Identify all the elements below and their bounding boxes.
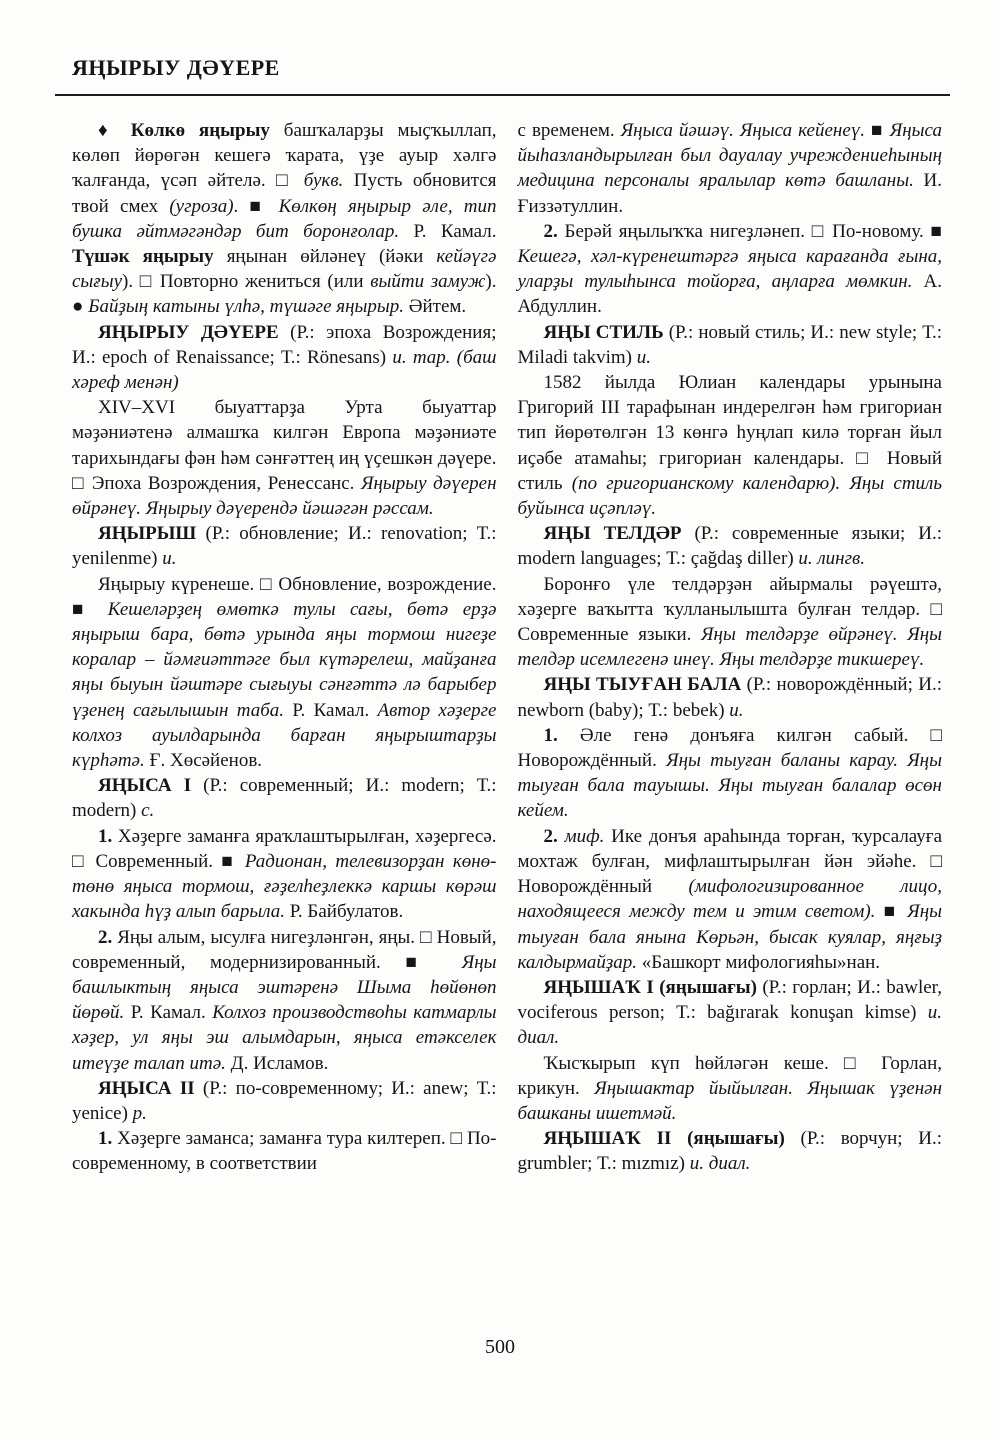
left-column [72, 118, 497, 1177]
text-run: ЯҢЫРЫШ [98, 523, 197, 545]
text-run: Әйтем. [404, 296, 467, 318]
text-run [558, 826, 565, 847]
text-run: Көлкөң яңырыр әле, тип бушка әйтмәгәндәр бит боронғолар. [72, 195, 497, 242]
text-run: ЯҢЫШАҠ II (яңышағы) [543, 1128, 785, 1150]
text-run: ). ● [72, 271, 497, 318]
text-run: и. лингв. [798, 548, 866, 570]
text-run: Көлкө яңырыу [130, 120, 270, 141]
dictionary-paragraph [72, 824, 497, 925]
text-run: Байҙың катыны үлһә, түшәге яңырыр. [88, 296, 404, 318]
dictionary-paragraph [518, 572, 943, 673]
page-number: 500 [485, 1336, 515, 1358]
text-run: Радионан, телевизорҙан көнө-төнө яңыса тормош, ғәҙелһеҙлеккә каршы көрәш хакында һүҙ алып барыла. [72, 850, 497, 923]
text-run: и. [636, 346, 652, 368]
text-run: Боронғо үле телдәрҙән айырмалы рәүештә, хәҙерге ваҡытта ҡулланылышта булған телдәр. □ Современные языки. [517, 573, 942, 646]
text-run: Р. Камал. [284, 699, 378, 721]
text-run: Ғ. Хөсәйенов. [144, 750, 263, 772]
dictionary-paragraph [72, 395, 497, 521]
text-run: выйти замуж [370, 271, 486, 293]
text-run: букв. [303, 170, 344, 192]
text-run: ■ [875, 901, 908, 923]
text-run: Яңы телдәрҙе өйрәнеү. Яңы телдәр исемлегенә инеү. Яңы телдәрҙе тикшереү. [517, 624, 942, 671]
text-run: 2. [543, 220, 558, 242]
text-run: Яңы тыуған баланы карау. Яңы тыуған бала тауышы. Яңы тыуған балалар өсөн кейем. [517, 750, 942, 822]
text-run: яңынан өйләнеү (йәки [213, 246, 437, 268]
text-run: (Р.: эпоха Возрождения; И.: epoch of Renaissance; Т.: Rönesans) [72, 321, 497, 368]
dictionary-paragraph [518, 118, 943, 219]
text-run: Яңырыу дәүерен өйрәнеү. Яңырыу дәүерендә йәшәгән рәссам. [72, 472, 497, 520]
text-run: Кешеләрҙең өмөткә тулы сағы, бөтә ерҙә яңырыш бара, бөтә урында яңы тормош нигеҙе коралар – йәмғиәттәге был күтәрелеш, майҙанға яңы быуын йәштәре сығыуы сәнғәттә лә барыбер үҙенең сағылышын таба. [72, 598, 497, 721]
text-run: (угроза) [169, 195, 234, 217]
text-run: ЯҢЫ ТЕЛДӘР [543, 523, 682, 545]
text-run: и. [162, 548, 177, 570]
text-run: (Р.: современный; И.: modern; Т.: modern) [72, 775, 497, 822]
text-run: ЯҢЫСА II [98, 1077, 195, 1099]
text-run: Хәҙерге заманға яраҡлаштырылған, хәҙергесә. □ Современный. ■ [72, 825, 497, 872]
dictionary-paragraph [72, 1126, 497, 1176]
text-run: ЯҢЫ ТЫУҒАН БАЛА [543, 674, 742, 696]
text-run: Колхоз производствоһы катмарлы хәҙер, ул яңы эш алымдарын, яңыса етәкселек итеүҙе талап итә. [72, 1002, 497, 1074]
text-run: башҡаларҙы мыҫҡыллап, көлөп йөрөгән кешегә ҡарата, үҙе ауыр хәлгә ҡалғанда, үсәп әйтелә. □ [72, 120, 497, 192]
text-run: Яңышактар йыйылған. Яңышак үҙенән башканы ишетмәй. [517, 1077, 942, 1124]
text-run: Кешегә, хәл-күренештәргә яңыса карағанда ғына, уларҙы тулыһынса тойорға, аңларға мөмкин. [517, 246, 942, 293]
text-run: Д. Исламов. [225, 1052, 329, 1074]
text-run: Автор хәҙерге колхоз ауылдарында барған яңырыштарҙы күрһәтә. [72, 699, 497, 772]
dictionary-paragraph [72, 521, 497, 571]
text-run: Яңыса йыһазландырылған был дауалау учреждениеһының медицина персоналы яралылар көтә башланы. [517, 120, 942, 192]
text-run: И. Ғиззәтуллин. [517, 170, 942, 217]
text-run: Р. Камал. [399, 220, 497, 242]
text-run: Хәҙерге заманса; заманға тура килтереп. □ По-современному, в соответствии [72, 1128, 497, 1175]
page-header [72, 55, 942, 118]
text-run: р. [132, 1102, 147, 1124]
text-run: 1. [98, 1128, 113, 1150]
dictionary-paragraph [518, 824, 943, 975]
text-run: (Р.: новый стиль; И.: new style; Т.: Miladi takvim) [517, 321, 942, 368]
text-run: Р. Байбулатов. [284, 901, 404, 923]
text-run: (Р.: современные языки; И.: modern languages; Т.: çağdaş diller) [517, 523, 942, 570]
text-run: Әле генә донъяға килгән сабый. □ Новорождённый. [517, 724, 942, 772]
text-run: (Р.: ворчун; И.: grumbler; Т.: mızmız) [517, 1128, 942, 1175]
text-run: ЯҢЫШАҠ I (яңышағы) [543, 976, 757, 998]
text-run: Яңыса йәшәү. Яңыса кейенеү. [620, 120, 866, 141]
dictionary-paragraph [518, 975, 943, 1051]
text-run: Яңы башлыктың яңыса эштәренә Шыма һөйөнөп йөрөй. [72, 951, 497, 1024]
text-run: и. [729, 699, 744, 721]
text-run: миф. [564, 825, 605, 847]
text-run: с. [141, 800, 155, 822]
text-run: ЯҢЫСА I [98, 775, 192, 797]
dictionary-paragraph [518, 723, 943, 824]
text-run: 1. [543, 724, 558, 746]
text-run: XIV–XVI быуаттарҙа Урта быуаттар мәҙәниәтенә алмашҡа килгән Европа мәҙәниәте тарихындағы фән һәм сәнғәттең иң үҫешкән дәүере. □ Эпоха Возрождения, Ренессанс. [72, 397, 497, 494]
dictionary-paragraph [518, 521, 943, 571]
text-run: ♦ [98, 120, 131, 141]
text-run: Түшәк яңырыу [72, 246, 214, 268]
dictionary-paragraph [72, 773, 497, 823]
text-run: Ҡысҡырып күп һөйләгән кеше. □ Горлан, крикун. [517, 1052, 942, 1099]
text-run: «Башкорт мифологияһы»нан. [637, 951, 881, 973]
running-head: ЯҢЫРЫУ ДӘҮЕРЕ [72, 55, 280, 80]
text-run: ■ [865, 120, 890, 141]
text-run: ЯҢЫРЫУ ДӘҮЕРЕ [98, 321, 279, 343]
text-run: (Р.: новорождённый; И.: newborn (baby); Т.: bebek) [517, 674, 942, 721]
header-rule [55, 94, 950, 96]
text-run: . ■ [233, 195, 279, 217]
dictionary-paragraph [518, 1051, 943, 1127]
dictionary-paragraph [72, 925, 497, 1076]
text-run: Пусть обновится твой смех [72, 170, 497, 217]
text-run: с временем. [517, 120, 621, 141]
text-run: (мифологизированное лицо, находящееся между тем и этим светом). [517, 876, 943, 923]
dictionary-paragraph [72, 320, 497, 396]
dictionary-paragraph [518, 672, 943, 722]
dictionary-paragraph [518, 320, 943, 370]
text-run: и. диал. [689, 1153, 751, 1175]
dictionary-paragraph [518, 370, 943, 521]
text-run: Яңырыу күренеше. □ Обновление, возрождение. ■ [72, 573, 497, 620]
text-run: Р. Камал. [124, 1002, 213, 1024]
text-run: 2. [543, 825, 558, 847]
text-run: 1. [98, 825, 113, 847]
text-run: и. тар. (баш хәреф менән) [72, 346, 497, 394]
dictionary-paragraph [72, 572, 497, 774]
dictionary-paragraph [72, 118, 497, 320]
text-run: А. Абдуллин. [517, 271, 942, 318]
text-columns [72, 118, 942, 1177]
dictionary-paragraph [518, 1126, 943, 1176]
text-run: Ике донъя араһында торған, ҡурсалауға мохтаж булған, мифлаштырылған йән эйәһе. □ Новорождённый [517, 825, 943, 898]
text-run: 2. [98, 926, 113, 948]
text-run: Берәй яңылыҡҡа нигеҙләнеп. □ По-новому. ■ [557, 220, 942, 242]
text-run: ЯҢЫ СТИЛЬ [543, 321, 664, 343]
text-run: ). □ Повторно жениться (или [122, 271, 371, 293]
dictionary-paragraph [518, 219, 943, 320]
text-run: кейәүгә сығыу [72, 246, 497, 293]
text-run: 1582 йылда Юлиан календары урынына Григорий III тарафынан индерелгән һәм григориан тип йөрөтөлгән 13 көнгә һуңлап килә торған йыл иҫәбе атамаһы; григориан календары. □ Новый стиль [517, 372, 942, 494]
text-run: (Р.: горлан; И.: bawler, vociferous person; Т.: bağırarak konuşan kimse) [517, 976, 942, 1024]
text-run: (по григорианскому календарю). Яңы стиль буйынса иҫәпләү. [517, 472, 942, 520]
text-run: (Р.: обновление; И.: renovation; Т.: yenilenme) [72, 523, 497, 570]
text-run: (Р.: по-современному; И.: anew; Т.: yenice) [72, 1077, 497, 1124]
text-run: Яңы тыуған бала янына Көрьән, бысак куялар, яңғыҙ калдырмайҙар. [517, 901, 942, 973]
right-column [518, 118, 943, 1177]
dictionary-paragraph [72, 1076, 497, 1126]
text-run: и. диал. [517, 1002, 942, 1049]
text-run: Яңы алым, ысулға нигеҙләнгән, яңы. □ Новый, современный, модернизированный. ■ [72, 926, 497, 973]
